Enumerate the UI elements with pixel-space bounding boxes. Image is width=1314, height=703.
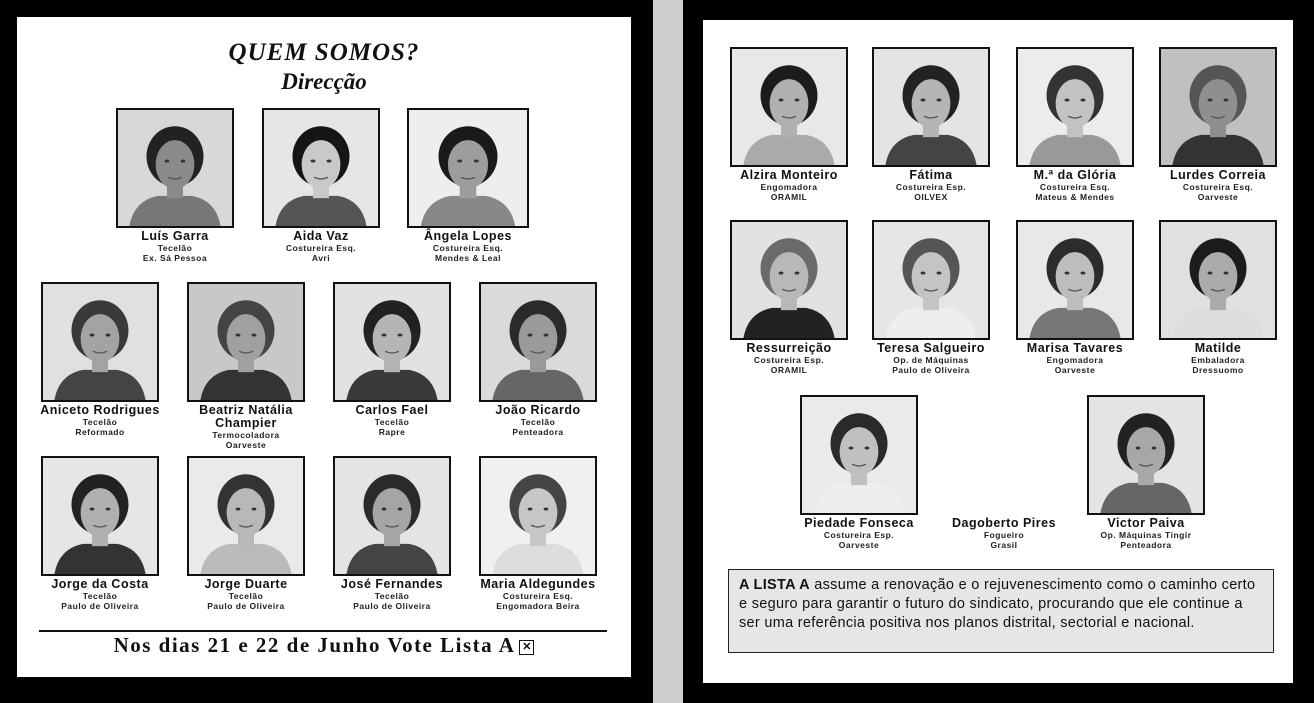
member-company: Penteadora (1120, 540, 1172, 550)
member-photo (41, 282, 159, 402)
member-photo (262, 108, 380, 228)
member-name: Aniceto Rodrigues (40, 403, 160, 417)
member-photo (1159, 47, 1277, 167)
left-page-content (17, 17, 631, 677)
member-card (724, 220, 854, 375)
member-company: Oarveste (838, 540, 880, 550)
member-name: Jorge Duarte (204, 577, 288, 591)
member-photo (187, 282, 305, 402)
member-name: Carlos Fael (355, 403, 429, 417)
member-role: Termocoladora (212, 430, 280, 440)
statement-box (728, 569, 1274, 653)
member-photo (479, 456, 597, 576)
member-name: Piedade Fonseca (804, 516, 914, 530)
member-role: Tecelão (520, 417, 556, 427)
member-company: Mateus & Mendes (1035, 192, 1115, 202)
member-name: Maria Aldegundes (480, 577, 596, 591)
member-name: Ângela Lopes (424, 229, 512, 243)
member-role: Costureira Esq. (1039, 182, 1111, 192)
member-role: Costureira Esq. (432, 243, 504, 253)
statement-bold: A LISTA A (739, 577, 810, 593)
member-card (724, 47, 854, 202)
member-name: José Fernandes (340, 577, 444, 591)
member-role: Tecelão (82, 591, 118, 601)
member-name: Fátima (909, 168, 953, 182)
member-company: Avri (311, 253, 331, 263)
left-page (0, 0, 653, 703)
member-card (1081, 395, 1211, 550)
member-company: Paulo de Oliveira (353, 601, 431, 611)
member-card (939, 395, 1069, 550)
member-photo (116, 108, 234, 228)
footer-divider (39, 630, 607, 632)
member-role: Costureira Esq. (502, 591, 574, 601)
member-card (794, 395, 924, 550)
member-company: Engomadora Beira (496, 601, 580, 611)
member-photo (1016, 47, 1134, 167)
page-subtitle: Direcção (281, 69, 367, 94)
member-company: Reformado (75, 427, 125, 437)
member-photo (41, 456, 159, 576)
member-name: Aida Vaz (293, 229, 349, 243)
member-company: Oarveste (225, 440, 267, 450)
member-name: Jorge da Costa (51, 577, 149, 591)
member-name: Dagoberto Pires (951, 516, 1057, 530)
member-name: Lurdes Correia (1170, 168, 1266, 182)
member-photo (872, 220, 990, 340)
member-photo (1016, 220, 1134, 340)
member-card (473, 456, 603, 611)
member-photo (1087, 395, 1205, 515)
member-company: Paulo de Oliveira (61, 601, 139, 611)
member-company: Mendes & Leal (434, 253, 502, 263)
member-photo (730, 47, 848, 167)
member-card (256, 108, 386, 263)
vote-footer (17, 633, 631, 658)
right-page-content (703, 20, 1293, 683)
member-photo (333, 456, 451, 576)
member-card (327, 282, 457, 437)
right-page (683, 0, 1314, 703)
member-name: M.ª da Glória (1033, 168, 1117, 182)
member-photo (800, 395, 918, 515)
vote-text: Nos dias 21 e 22 de Junho Vote Lista A (113, 633, 516, 657)
member-company: Paulo de Oliveira (892, 365, 970, 375)
member-card (473, 282, 603, 437)
member-photo (1159, 220, 1277, 340)
member-company: ORAMIL (770, 365, 808, 375)
member-photo-empty (939, 395, 1069, 515)
member-card (1153, 47, 1283, 202)
member-company: Rapre (378, 427, 406, 437)
member-card (181, 456, 311, 611)
member-role: Costureira Esq. (1182, 182, 1254, 192)
member-role: Costureira Esq. (285, 243, 357, 253)
member-name: Alzira Monteiro (740, 168, 838, 182)
member-role: Engomadora (1046, 355, 1104, 365)
member-name: Victor Paiva (1107, 516, 1185, 530)
member-name: Ressurreição (746, 341, 832, 355)
member-company: Ex. Sá Pessoa (142, 253, 208, 263)
member-role: Embaladora (1191, 355, 1245, 365)
member-card (866, 47, 996, 202)
member-photo (479, 282, 597, 402)
member-card (181, 282, 311, 450)
member-company: ORAMIL (770, 192, 808, 202)
member-name: João Ricardo (495, 403, 581, 417)
member-card (1010, 220, 1140, 375)
member-company: Penteadora (512, 427, 564, 437)
page-title: QUEM SOMOS? (228, 39, 420, 66)
member-role: Costureira Esp. (823, 530, 895, 540)
member-company: Oarveste (1197, 192, 1239, 202)
member-card (403, 108, 533, 263)
member-name: Matilde (1194, 341, 1242, 355)
member-company: Dressuomo (1192, 365, 1244, 375)
member-role: Op. de Máquinas (893, 355, 969, 365)
member-role: Tecelão (82, 417, 118, 427)
member-company: OILVEX (914, 192, 948, 202)
member-card (110, 108, 240, 263)
member-photo (333, 282, 451, 402)
member-role: Tecelão (228, 591, 264, 601)
member-role: Fogueiro (983, 530, 1025, 540)
checkbox-mark-icon: ✕ (519, 640, 534, 655)
member-role: Op. Máquinas Tingir (1100, 530, 1192, 540)
member-card (866, 220, 996, 375)
member-company: Grasil (990, 540, 1018, 550)
member-name: Beatriz Natália Champier (199, 403, 293, 430)
member-name: Marisa Tavares (1026, 341, 1124, 355)
member-photo (730, 220, 848, 340)
member-company: Paulo de Oliveira (207, 601, 285, 611)
member-card (35, 282, 165, 437)
statement-text: assume a renovação e o rejuvenescimento como o caminho certo e seguro para garantir o futuro do sindicato, procurando que ele continue a ser uma referência positiva nos planos distrital, sectorial e nacional. (739, 577, 1256, 631)
member-card (327, 456, 457, 611)
member-photo (187, 456, 305, 576)
member-name: Luís Garra (141, 229, 209, 243)
member-role: Tecelão (374, 417, 410, 427)
member-role: Tecelão (374, 591, 410, 601)
member-card (1153, 220, 1283, 375)
member-name: Teresa Salgueiro (877, 341, 985, 355)
member-card (1010, 47, 1140, 202)
member-role: Tecelão (157, 243, 193, 253)
member-company: Oarveste (1054, 365, 1096, 375)
member-role: Costureira Esp. (895, 182, 967, 192)
member-photo (872, 47, 990, 167)
member-role: Costureira Esp. (753, 355, 825, 365)
member-role: Engomadora (760, 182, 818, 192)
member-photo (407, 108, 529, 228)
member-card (35, 456, 165, 611)
